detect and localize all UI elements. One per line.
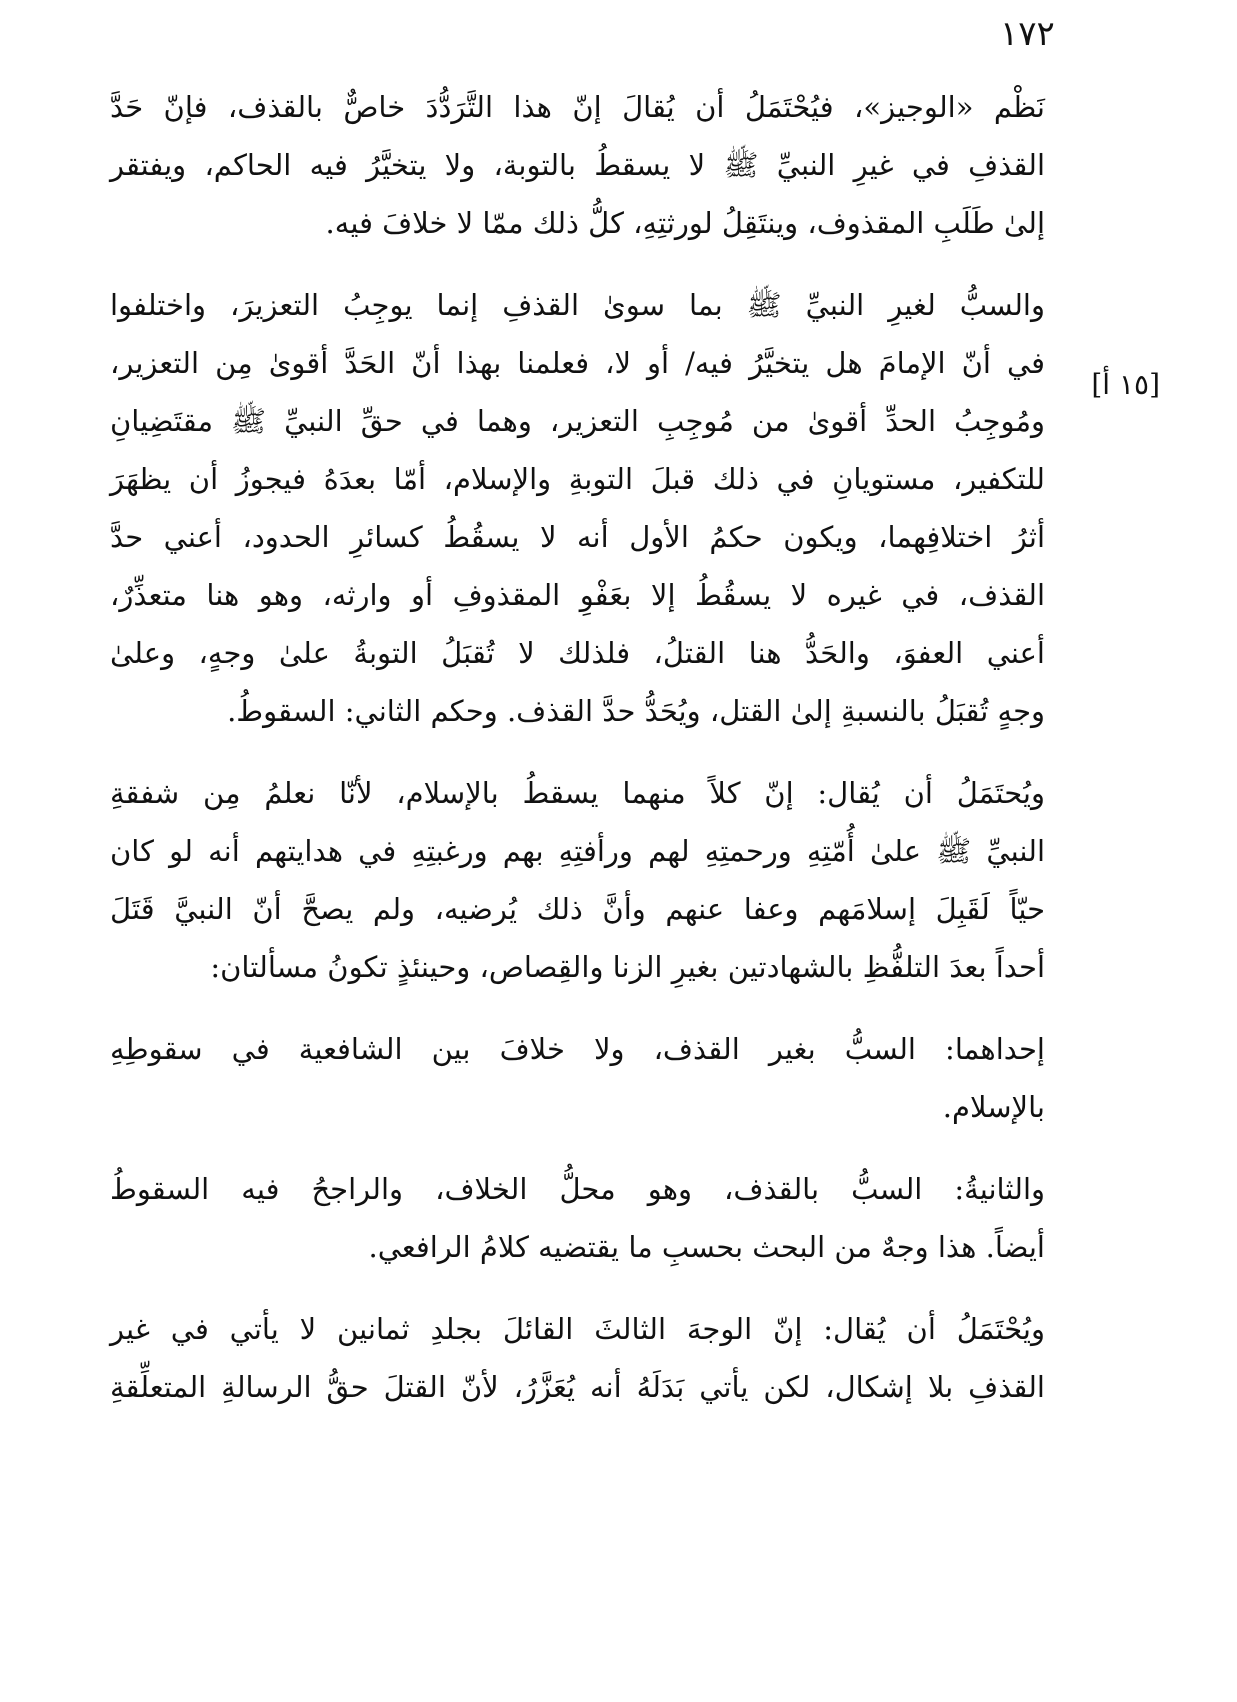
- text-line: إلىٰ طَلَبِ المقذوف، وينتَقِلُ لورثتِهِ، كلُّ ذلك ممّا لا خلافَ فيه.: [325, 206, 1045, 240]
- text-line: حيّاً لَقَبِلَ إسلامَهم وعفا عنهم وأنَّ ذلك يُرضيه، ولم يصحَّ أنّ النبيَّ قَتَلَ: [110, 892, 1045, 926]
- text-line: أثرُ اختلافِهما، ويكون حكمُ الأول أنه لا يسقُطُ كسائرِ الحدود، أعني حدَّ: [110, 520, 1045, 554]
- text-line: أيضاً. هذا وجهٌ من البحث بحسبِ ما يقتضيه كلامُ الرافعي.: [368, 1230, 1045, 1264]
- paragraph-2: [110, 276, 1045, 740]
- paragraph-5: [110, 1160, 1045, 1276]
- text-line: بالإسلام.: [942, 1090, 1045, 1124]
- text-line: والسبُّ لغيرِ النبيِّ ﷺ بما سوىٰ القذفِ إنما يوجِبُ التعزيرَ، واختلفوا: [110, 288, 1045, 322]
- paragraph-6: [110, 1300, 1045, 1416]
- text-line: للتكفير، مستويانِ في ذلك قبلَ التوبةِ والإسلام، أمّا بعدَهُ فيجوزُ أن يظهَرَ: [110, 462, 1045, 496]
- text-line: وجهٍ تُقبَلُ بالنسبةِ إلىٰ القتل، ويُحَدُّ حدَّ القذف. وحكم الثاني: السقوطُ.: [227, 694, 1045, 728]
- text-line: إحداهما: السبُّ بغير القذف، ولا خلافَ بين الشافعية في سقوطِهِ: [110, 1032, 1045, 1066]
- text-line: ويُحتَمَلُ أن يُقال: إنّ كلاً منهما يسقطُ بالإسلام، لأنّا نعلمُ مِن شفقةِ: [110, 776, 1045, 810]
- text-line: في أنّ الإمامَ هل يتخيَّرُ فيه/ أو لا، فعلمنا بهذا أنّ الحَدَّ أقوىٰ مِن التعزير،: [110, 346, 1045, 380]
- text-line: القذف، في غيره لا يسقُطُ إلا بعَفْوِ المقذوفِ أو وارثه، وهو هنا متعذِّرٌ،: [110, 578, 1045, 612]
- text-line: القذفِ في غيرِ النبيِّ ﷺ لا يسقطُ بالتوبة، ولا يتخيَّرُ فيه الحاكم، ويفتقر: [110, 148, 1045, 182]
- paragraph-4: [110, 1020, 1045, 1136]
- body-text: [110, 78, 1045, 1440]
- folio-marker: [١٥ أ]: [1091, 368, 1160, 401]
- text-line: والثانيةُ: السبُّ بالقذف، وهو محلُّ الخلاف، والراجحُ فيه السقوطُ: [110, 1172, 1045, 1206]
- text-line: أعني العفوَ، والحَدُّ هنا القتلُ، فلذلك لا تُقبَلُ التوبةُ علىٰ وجهٍ، وعلىٰ: [110, 636, 1045, 670]
- text-line: ويُحْتَمَلُ أن يُقال: إنّ الوجهَ الثالثَ القائلَ بجلدِ ثمانين لا يأتي في غير: [110, 1312, 1045, 1346]
- text-line: القذفِ بلا إشكال، لكن يأتي بَدَلَهُ أنه يُعَزَّرُ، لأنّ القتلَ حقُّ الرسالةِ المتعلِّقةِ: [110, 1370, 1045, 1404]
- text-line: ومُوجِبُ الحدِّ أقوىٰ من مُوجِبِ التعزير، وهما في حقِّ النبيِّ ﷺ مقتَضِيانِ: [110, 404, 1045, 438]
- text-line: أحداً بعدَ التلفُّظِ بالشهادتين بغيرِ الزنا والقِصاص، وحينئذٍ تكونُ مسألتان:: [210, 950, 1045, 984]
- paragraph-1: [110, 78, 1045, 252]
- page-number: ١٧٢: [1000, 14, 1055, 54]
- text-line: النبيِّ ﷺ علىٰ أُمّتِهِ ورحمتِهِ لهم ورأفتِهِ بهم ورغبتِهِ في هدايتهم أنه لو كان: [110, 834, 1045, 868]
- text-line: نَظْم «الوجيز»، فيُحْتَمَلُ أن يُقالَ إنّ هذا التَّرَدُّدَ خاصٌّ بالقذف، فإنّ حَدَّ: [110, 90, 1045, 124]
- paragraph-3: [110, 764, 1045, 996]
